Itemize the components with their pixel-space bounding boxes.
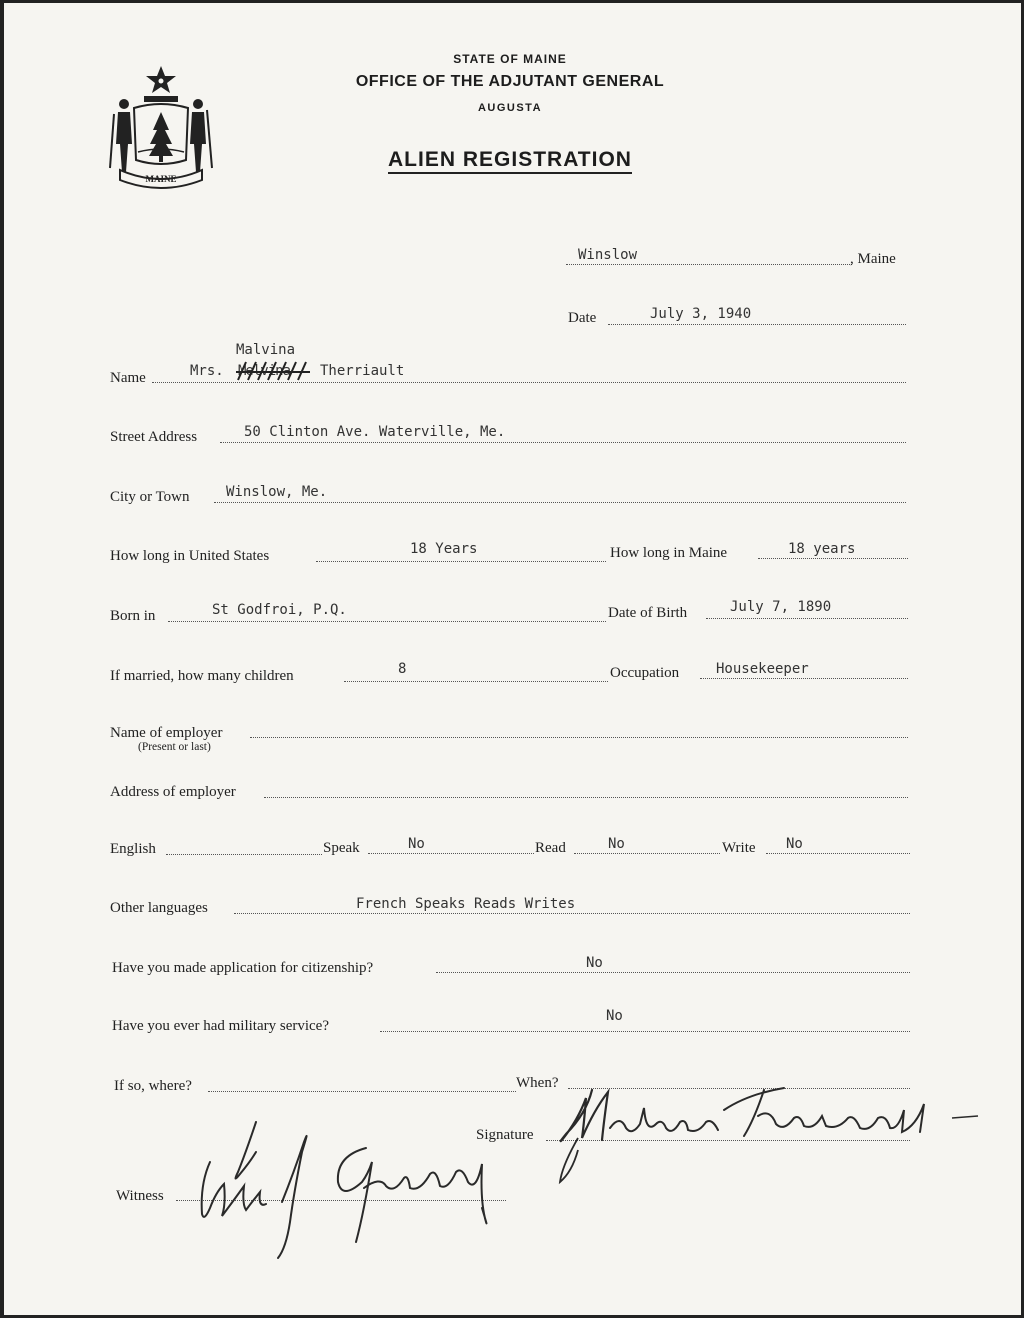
- seal-banner: MAINE: [145, 174, 177, 184]
- born-in-line: [168, 621, 606, 622]
- military-line: [380, 1031, 910, 1032]
- english-write-label: Write: [722, 840, 756, 856]
- english-speak-label: Speak: [323, 840, 360, 856]
- form-title: [300, 148, 720, 172]
- how-long-maine-value: 18 years: [788, 541, 856, 557]
- how-long-maine-line: [758, 558, 908, 559]
- citizenship-label: Have you made application for citizenship?: [112, 960, 374, 976]
- street-address-value: 50 Clinton Ave. Waterville, Me.: [244, 424, 506, 440]
- town-value: Winslow: [578, 247, 638, 263]
- header-state: STATE OF MAINE: [453, 52, 567, 66]
- english-read-value: No: [608, 836, 625, 852]
- name-struck-first: Melvina: [238, 363, 291, 379]
- how-long-us-line: [316, 561, 606, 562]
- city-or-town-value: Winslow, Me.: [226, 484, 328, 500]
- town-line: [566, 264, 852, 265]
- english-speak-line: [368, 853, 534, 854]
- date-of-birth-line: [706, 618, 908, 619]
- other-languages-label: Other languages: [110, 900, 208, 916]
- strike-through-marks: [234, 360, 316, 384]
- form-title-text: ALIEN REGISTRATION: [388, 148, 632, 174]
- occupation-line: [700, 678, 908, 679]
- english-write-line: [766, 853, 910, 854]
- other-languages-value: French Speaks Reads Writes: [356, 896, 576, 912]
- how-long-maine-label: How long in Maine: [610, 545, 728, 561]
- city-or-town-label: City or Town: [110, 489, 190, 505]
- english-read-label: Read: [535, 840, 566, 856]
- name-correction: Malvina: [236, 342, 296, 358]
- employer-name-line: [250, 737, 908, 738]
- name-prefix: Mrs.: [190, 363, 224, 379]
- where-label: If so, where?: [114, 1078, 192, 1094]
- maine-state-seal-icon: [106, 64, 216, 190]
- city-or-town-line: [214, 502, 906, 503]
- date-label: Date: [568, 310, 597, 326]
- citizenship-line: [436, 972, 910, 973]
- english-read-line: [574, 853, 720, 854]
- street-address-line: [220, 442, 906, 443]
- when-label: When?: [516, 1075, 559, 1091]
- military-value: No: [606, 1008, 623, 1024]
- military-label: Have you ever had military service?: [112, 1018, 329, 1034]
- street-address-label: Street Address: [110, 429, 198, 445]
- employer-name-sublabel: (Present or last): [138, 741, 211, 753]
- witness-label: Witness: [116, 1188, 164, 1204]
- witness-signature: [186, 1112, 516, 1262]
- english-write-value: No: [786, 836, 803, 852]
- where-line: [208, 1091, 516, 1092]
- applicant-signature: [548, 1074, 988, 1186]
- name-surname: Therriault: [320, 363, 405, 379]
- employer-address-line: [264, 797, 908, 798]
- other-languages-line: [234, 913, 910, 914]
- date-line: [608, 324, 906, 325]
- signature-label: Signature: [476, 1127, 534, 1143]
- header-city: AUGUSTA: [477, 102, 543, 114]
- employer-address-label: Address of employer: [110, 784, 236, 800]
- occupation-label: Occupation: [610, 665, 680, 681]
- english-speak-value: No: [408, 836, 425, 852]
- citizenship-value: No: [586, 955, 603, 971]
- date-value: July 3, 1940: [650, 306, 752, 322]
- children-value: 8: [398, 661, 407, 677]
- children-line: [344, 681, 608, 682]
- state-suffix: , Maine: [850, 251, 896, 267]
- children-label: If married, how many children: [110, 668, 294, 684]
- english-label: English: [110, 841, 156, 857]
- date-of-birth-label: Date of Birth: [608, 605, 688, 621]
- name-label: Name: [110, 370, 146, 386]
- header-office: OFFICE OF THE ADJUTANT GENERAL: [355, 73, 665, 90]
- how-long-us-label: How long in United States: [110, 548, 270, 564]
- employer-name-label: Name of employer: [110, 725, 223, 741]
- occupation-value: Housekeeper: [716, 661, 809, 677]
- date-of-birth-value: July 7, 1890: [730, 599, 832, 615]
- born-in-value: St Godfroi, P.Q.: [212, 602, 347, 618]
- english-line: [166, 854, 322, 855]
- born-in-label: Born in: [110, 608, 156, 624]
- how-long-us-value: 18 Years: [410, 541, 478, 557]
